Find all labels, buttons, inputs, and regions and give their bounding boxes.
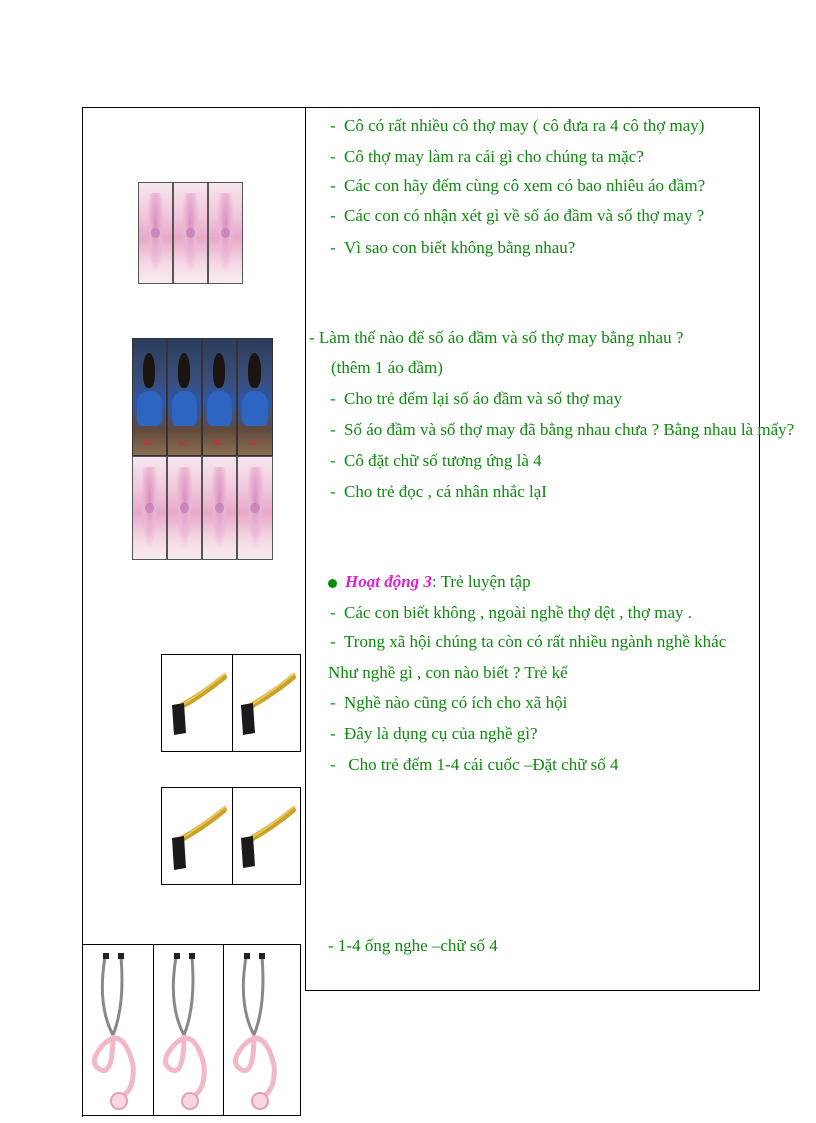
table-bottom-border: [305, 990, 760, 991]
dress-image: [202, 456, 237, 560]
table-right-border: [759, 107, 760, 991]
s3-item-1: - Các con biết không , ngoài nghề thợ dệt , thợ may .: [330, 603, 692, 622]
tailor-image: sc: [132, 338, 167, 456]
bullet-dot-icon: [328, 579, 337, 588]
s2-question: - Làm thế nào để số áo đầm và số thợ may bằng nhau ?: [309, 328, 684, 347]
hoe-box-top: [161, 654, 301, 752]
hoe-cell: [232, 788, 301, 884]
s1-item-2: - Cô thợ may làm ra cái gì cho chúng ta mặc?: [330, 147, 644, 166]
hoe-icon: [233, 788, 301, 884]
s2-item-1: - Cho trẻ đếm lại số áo đầm và số thợ may: [330, 389, 623, 408]
stethoscope-box: [82, 944, 301, 1116]
stethoscope-cell: [83, 945, 153, 1115]
s3-item-4: - Đây là dụng cụ của nghề gì?: [330, 724, 538, 743]
s4-line: - 1-4 ống nghe –chữ số 4: [328, 936, 498, 955]
dress-image: [132, 456, 167, 560]
hoe-icon: [233, 655, 301, 751]
dress-image: [167, 456, 202, 560]
s1-item-5: - Vì sao con biết không bằng nhau?: [330, 238, 576, 257]
hoe-icon: [162, 655, 232, 751]
s1-item-4: - Các con có nhận xét gì về số áo đầm và số thợ may ?: [330, 206, 705, 225]
hoe-icon: [162, 788, 232, 884]
s3-plain: Như nghề gì , con nào biết ? Trẻ kể: [328, 663, 568, 682]
stethoscope-icon: [224, 945, 301, 1115]
hoe-cell: [232, 655, 301, 751]
tailor-image: sc: [202, 338, 237, 456]
s2-item-3: - Cô đặt chữ số tương ứng là 4: [330, 451, 542, 470]
stethoscope-icon: [83, 945, 153, 1115]
hoe-cell: [162, 655, 232, 751]
hoe-cell: [162, 788, 232, 884]
stethoscope-cell: [153, 945, 224, 1115]
tailor-image: sc: [167, 338, 202, 456]
stethoscope-icon: [154, 945, 224, 1115]
s1-item-3: - Các con hãy đếm cùng cô xem có bao nhiêu áo đầm?: [330, 176, 706, 195]
s3-item-2: - Trong xã hội chúng ta còn có rất nhiều ngành nghề khác: [330, 632, 727, 651]
s3-item-5: - Cho trẻ đếm 1-4 cái cuốc –Đặt chữ số 4: [330, 755, 619, 774]
tailor-image: sc: [237, 338, 273, 456]
s1-item-1: - Cô có rất nhiều cô thợ may ( cô đưa ra 4 cô thợ may): [330, 116, 705, 135]
dress-image: [208, 182, 243, 284]
s3-heading: Hoạt động 3: Trẻ luyện tập: [328, 572, 531, 592]
s2-item-4: - Cho trẻ đọc , cá nhân nhắc lạI: [330, 482, 547, 501]
table-middle-border: [305, 107, 306, 991]
s2-note: (thêm 1 áo đầm): [331, 358, 443, 377]
dress-image: [173, 182, 208, 284]
s2-item-2: - Số áo đầm và số thợ may đã bằng nhau chưa ? Bằng nhau là mấy?: [330, 420, 795, 439]
hoe-box-bottom: [161, 787, 301, 885]
dress-image: [138, 182, 173, 284]
dress-image: [237, 456, 273, 560]
s3-item-3: - Nghề nào cũng có ích cho xã hội: [330, 693, 568, 712]
stethoscope-cell: [223, 945, 301, 1115]
